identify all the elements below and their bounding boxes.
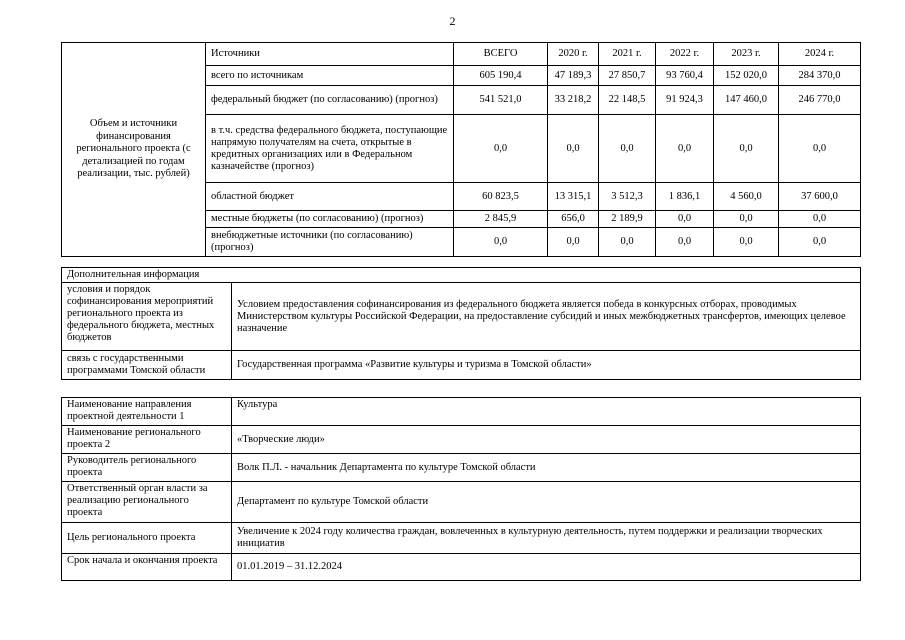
value-cell: 0,0 — [714, 115, 779, 183]
source-cell: местные бюджеты (по согласованию) (прогноз) — [206, 211, 454, 228]
source-cell: внебюджетные источники (по согласованию) (прогноз) — [206, 228, 454, 257]
project-passport-table — [61, 397, 861, 581]
project-key: Цель регионального проекта — [62, 523, 232, 554]
value-cell: 27 850,7 — [599, 66, 656, 86]
value-cell: 0,0 — [714, 211, 779, 228]
value-cell: 47 189,3 — [548, 66, 599, 86]
value-cell: 284 370,0 — [779, 66, 861, 86]
source-cell: в т.ч. средства федерального бюджета, поступающие напрямую получателям на счета, открытые в кредитных организациях или в Федеральном казначействе (прогноз) — [206, 115, 454, 183]
project-row — [62, 398, 861, 426]
project-key: Наименование регионального проекта 2 — [62, 426, 232, 454]
project-key: Наименование направления проектной деятельности 1 — [62, 398, 232, 426]
value-cell: 656,0 — [548, 211, 599, 228]
value-cell: 0,0 — [454, 228, 548, 257]
value-cell: 0,0 — [599, 115, 656, 183]
header-cell: 2024 г. — [779, 43, 861, 66]
value-cell: 93 760,4 — [656, 66, 714, 86]
value-cell: 0,0 — [454, 115, 548, 183]
value-cell: 152 020,0 — [714, 66, 779, 86]
value-cell: 0,0 — [599, 228, 656, 257]
value-cell: 147 460,0 — [714, 86, 779, 115]
additional-key: связь с государственными программами Томской области — [62, 351, 232, 380]
project-key: Срок начала и окончания проекта — [62, 554, 232, 581]
value-cell: 541 521,0 — [454, 86, 548, 115]
header-cell: Источники — [206, 43, 454, 66]
project-value: Увеличение к 2024 году количества граждан, вовлеченных в культурную деятельность, путем поддержки и реализации творческих инициатив — [232, 523, 861, 554]
project-key: Ответственный орган власти за реализацию регионального проекта — [62, 482, 232, 523]
header-cell: 2020 г. — [548, 43, 599, 66]
value-cell: 0,0 — [656, 228, 714, 257]
source-cell: областной бюджет — [206, 183, 454, 211]
value-cell: 0,0 — [779, 211, 861, 228]
value-cell: 60 823,5 — [454, 183, 548, 211]
project-row — [62, 454, 861, 482]
additional-key: условия и порядок софинансирования мероприятий регионального проекта из федерального бюджета, местных бюджетов — [62, 283, 232, 351]
project-key: Руководитель регионального проекта — [62, 454, 232, 482]
source-cell: всего по источникам — [206, 66, 454, 86]
finance-header-row — [62, 43, 861, 66]
value-cell: 22 148,5 — [599, 86, 656, 115]
additional-title-row — [62, 268, 861, 283]
header-cell: 2023 г. — [714, 43, 779, 66]
project-row — [62, 426, 861, 454]
additional-row — [62, 351, 861, 380]
project-value: Департамент по культуре Томской области — [232, 482, 861, 523]
project-value: Волк П.Л. - начальник Департамента по культуре Томской области — [232, 454, 861, 482]
project-value: Культура — [232, 398, 861, 426]
value-cell: 246 770,0 — [779, 86, 861, 115]
value-cell: 0,0 — [714, 228, 779, 257]
value-cell: 0,0 — [548, 228, 599, 257]
header-cell: ВСЕГО — [454, 43, 548, 66]
value-cell: 0,0 — [548, 115, 599, 183]
value-cell: 91 924,3 — [656, 86, 714, 115]
value-cell: 2 189,9 — [599, 211, 656, 228]
header-cell: 2021 г. — [599, 43, 656, 66]
additional-value: Государственная программа «Развитие культуры и туризма в Томской области» — [232, 351, 861, 380]
project-value: 01.01.2019 – 31.12.2024 — [232, 554, 861, 581]
source-cell: федеральный бюджет (по согласованию) (прогноз) — [206, 86, 454, 115]
value-cell: 3 512,3 — [599, 183, 656, 211]
value-cell: 4 560,0 — [714, 183, 779, 211]
value-cell: 1 836,1 — [656, 183, 714, 211]
project-row — [62, 482, 861, 523]
page-number: 2 — [449, 14, 456, 28]
project-row — [62, 554, 861, 581]
additional-row — [62, 283, 861, 351]
value-cell: 13 315,1 — [548, 183, 599, 211]
finance-label: Объем и источники финансирования регионального проекта (с детализацией по годам реализации, тыс. рублей) — [62, 43, 206, 257]
header-cell: 2022 г. — [656, 43, 714, 66]
value-cell: 37 600,0 — [779, 183, 861, 211]
value-cell: 0,0 — [656, 211, 714, 228]
project-row — [62, 523, 861, 554]
value-cell: 0,0 — [779, 115, 861, 183]
value-cell: 0,0 — [656, 115, 714, 183]
finance-table — [61, 42, 861, 257]
value-cell: 605 190,4 — [454, 66, 548, 86]
additional-title: Дополнительная информация — [62, 268, 861, 283]
value-cell: 0,0 — [779, 228, 861, 257]
value-cell: 2 845,9 — [454, 211, 548, 228]
project-value: «Творческие люди» — [232, 426, 861, 454]
additional-value: Условием предоставления софинансирования из федерального бюджета является победа в конкурсных отборах, проводимых Министерством культуры Российской Федерации, на предоставление субсидий и иных межбюджетных трансфертов, имеющих целевое назначение — [232, 283, 861, 351]
additional-info-table — [61, 267, 861, 380]
value-cell: 33 218,2 — [548, 86, 599, 115]
